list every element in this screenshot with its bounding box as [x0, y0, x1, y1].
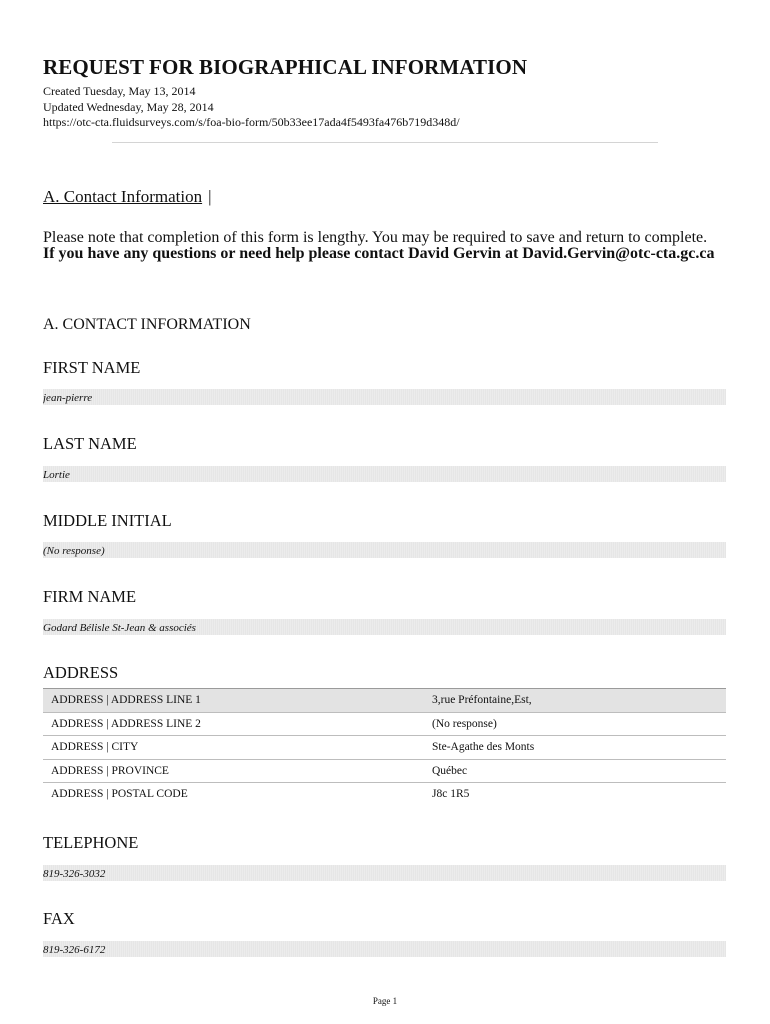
instructions-plain: Please note that completion of this form is lengthy. You may be required to save and return to complete. — [43, 229, 708, 246]
first-name-value: jean-pierre — [43, 392, 93, 404]
table-row — [43, 689, 726, 713]
telephone-value: 819-326-3032 — [43, 868, 106, 880]
address-field-value: J8c 1R5 — [432, 788, 470, 801]
firm-name-value: Godard Bélisle St-Jean & associés — [43, 622, 196, 634]
last-name-label: LAST NAME — [43, 434, 137, 453]
address-table — [43, 688, 726, 806]
table-row — [43, 712, 726, 736]
header-divider — [112, 142, 658, 143]
created-date: Created Tuesday, May 13, 2014 — [43, 84, 196, 98]
section-heading-text: A. Contact Information — [43, 187, 203, 206]
telephone-label: TELEPHONE — [43, 833, 139, 852]
updated-date: Updated Wednesday, May 28, 2014 — [43, 99, 214, 114]
page-number: Page 1 — [372, 996, 398, 1006]
address-label: ADDRESS — [43, 663, 119, 682]
middle-initial-label: MIDDLE INITIAL — [43, 511, 172, 530]
first-name-answer — [43, 389, 726, 405]
address-field-value: 3,rue Préfontaine,Est, — [424, 689, 726, 713]
last-name-answer — [43, 466, 726, 482]
middle-initial-value: (No response) — [43, 545, 105, 557]
address-field-label: ADDRESS | ADDRESS LINE 2 — [43, 712, 424, 736]
section-heading — [43, 187, 212, 207]
address-field-value: Québec — [424, 759, 726, 783]
section-heading-separator: | — [208, 187, 212, 206]
table-row — [43, 783, 726, 806]
telephone-answer — [43, 865, 726, 881]
firm-name-label: FIRM NAME — [43, 587, 137, 606]
table-row — [43, 736, 726, 760]
group-title: A. CONTACT INFORMATION — [43, 316, 251, 333]
instructions-contact: If you have any questions or need help please contact David Gervin at David.Gervin@otc-cta.gc.ca — [43, 244, 715, 262]
last-name-value: Lortie — [43, 469, 70, 481]
address-field-label: ADDRESS | POSTAL CODE — [51, 788, 188, 801]
fax-value: 819-326-6172 — [43, 944, 106, 956]
address-field-label: ADDRESS | CITY — [43, 736, 424, 760]
document-meta — [43, 84, 460, 131]
instructions-note — [43, 230, 723, 261]
address-field-label: ADDRESS | ADDRESS LINE 1 — [43, 689, 424, 713]
address-field-value: Ste-Agathe des Monts — [424, 736, 726, 760]
survey-url: https://otc-cta.fluidsurveys.com/s/foa-bio-form/50b33ee17ada4f5493fa476b719d348d/ — [43, 115, 460, 129]
document-title: REQUEST FOR BIOGRAPHICAL INFORMATION — [43, 55, 528, 79]
fax-label: FAX — [43, 909, 75, 928]
middle-initial-answer — [43, 542, 726, 558]
address-field-value: (No response) — [424, 712, 726, 736]
fax-answer — [43, 941, 726, 957]
first-name-label: FIRST NAME — [43, 358, 141, 377]
address-field-label: ADDRESS | PROVINCE — [43, 759, 424, 783]
firm-name-answer — [43, 619, 726, 635]
table-row — [43, 759, 726, 783]
